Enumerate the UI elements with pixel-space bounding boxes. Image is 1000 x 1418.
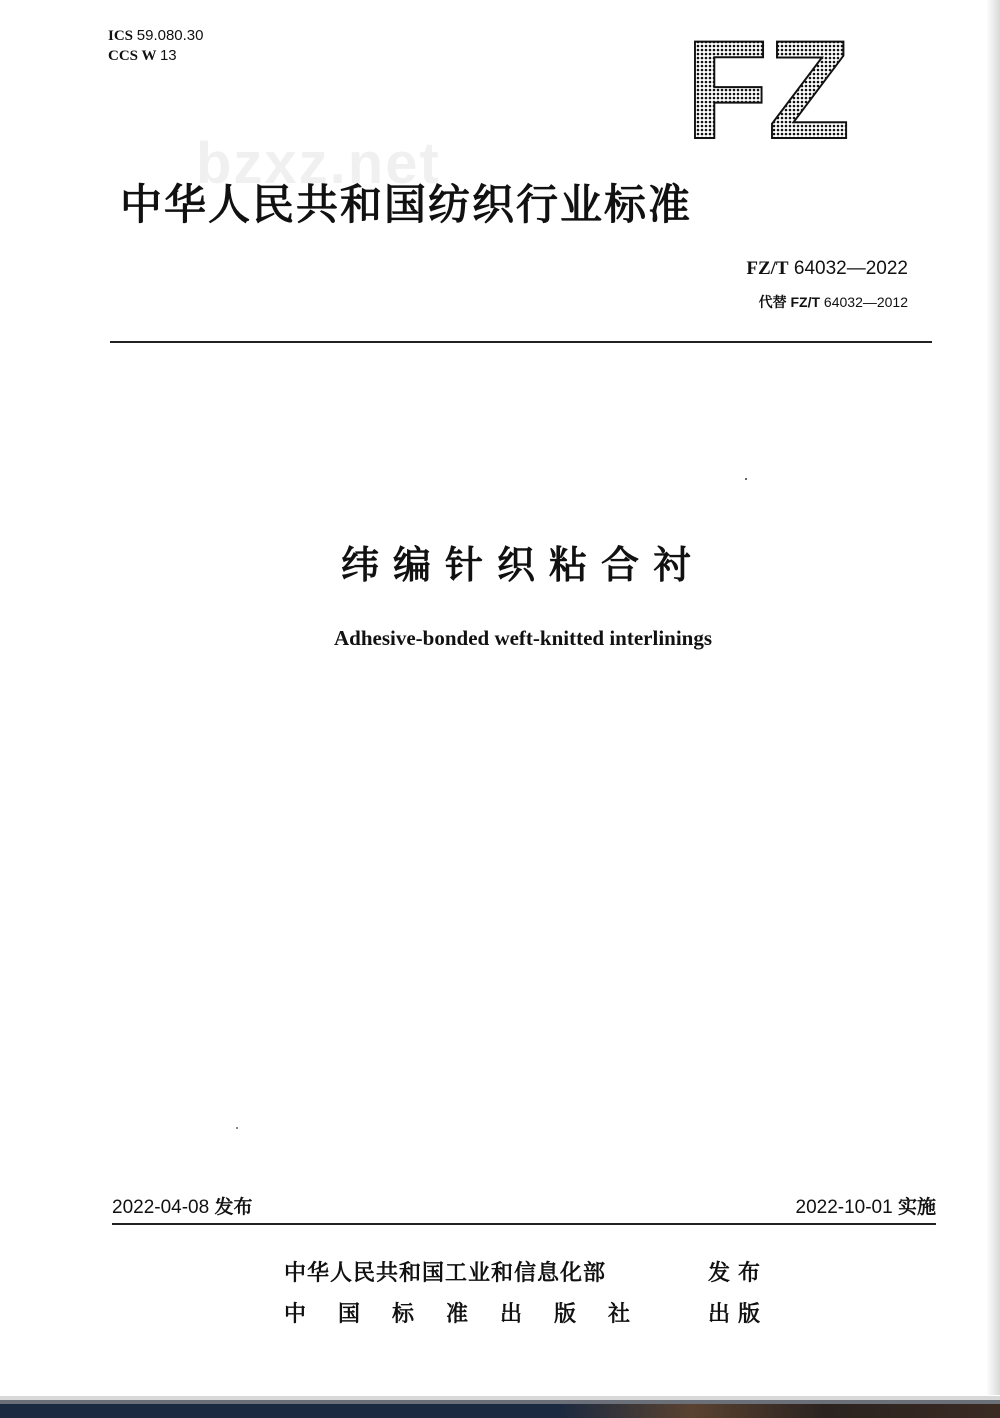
document-title-english: Adhesive-bonded weft-knitted interlinings <box>333 626 713 650</box>
replaces-prefix: 代替 <box>758 294 787 310</box>
ics-code <box>108 26 204 46</box>
classification-codes <box>108 26 204 66</box>
implementation-date <box>796 1192 937 1219</box>
publisher-row <box>284 1256 768 1287</box>
fz-logo-text: FZ <box>686 24 850 146</box>
standard-number <box>746 258 908 280</box>
replaces-standard <box>759 292 908 312</box>
issue-date <box>112 1192 253 1219</box>
publisher-org: 中华人民共和国工业和信息化部 <box>284 1261 607 1286</box>
replaces-code: FZ/T <box>790 294 821 310</box>
ics-label: ICS <box>108 28 134 44</box>
publisher-action: 发布 <box>708 1261 769 1286</box>
watermark-text: bzxz.net <box>196 131 441 196</box>
page-edge-shadow <box>986 0 1000 1395</box>
industry-standard-title: 中华人民共和国纺织行业标准 <box>120 180 693 229</box>
implementation-date-value: 2022-10-01 <box>795 1197 893 1218</box>
replaces-value: 64032—2012 <box>823 294 908 310</box>
top-divider <box>110 341 932 343</box>
issue-date-value: 2022-04-08 <box>112 1197 210 1218</box>
bottom-divider <box>112 1223 936 1225</box>
document-title-chinese: 纬编针织粘合衬 <box>340 543 705 587</box>
standard-number-value: 64032—2022 <box>793 258 908 279</box>
bottom-screen-strip <box>0 1396 1000 1418</box>
issue-date-label: 发布 <box>214 1196 253 1218</box>
scan-speck <box>236 1127 238 1129</box>
publisher-action: 出版 <box>708 1302 769 1327</box>
ics-value: 59.080.30 <box>136 27 204 44</box>
ccs-label: CCS W <box>108 48 157 64</box>
fz-logo <box>684 24 854 146</box>
ccs-value: 13 <box>159 47 177 64</box>
publisher-row <box>284 1297 768 1328</box>
publisher-org: 中国标准出版社 <box>284 1302 663 1327</box>
ccs-code <box>108 46 204 66</box>
implementation-date-label: 实施 <box>897 1196 936 1218</box>
scan-speck <box>745 478 747 480</box>
standard-number-code: FZ/T <box>746 258 789 279</box>
